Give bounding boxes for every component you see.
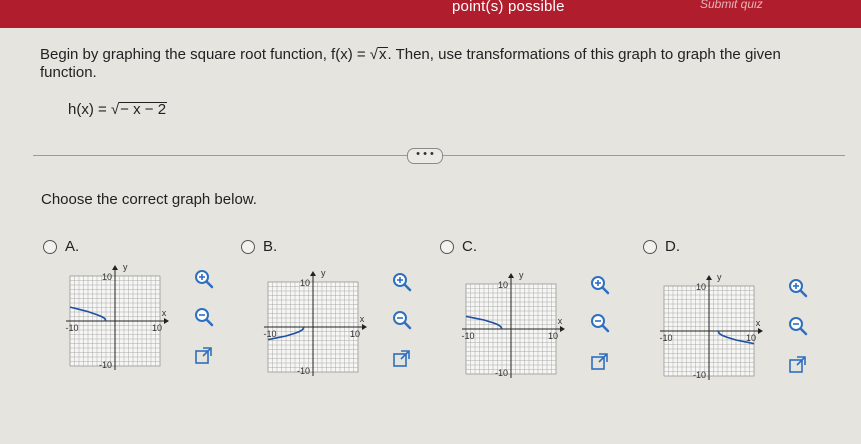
x-left-tick-label: -10 [461,331,475,341]
graph-option-c[interactable] [454,264,572,382]
zoom-out-icon[interactable] [193,306,215,328]
radio-button-c[interactable] [440,240,454,254]
option-c-label: C. [462,238,477,255]
x-right-tick-label: 10 [547,331,559,341]
x-right-tick-label: 10 [745,333,757,343]
y-bottom-tick-label: -10 [98,360,112,370]
graph-option-b[interactable] [256,262,374,380]
y-axis-label: y [717,272,722,282]
function-sqrt-sign: √ [110,101,120,118]
function-radicand: − x − 2 [120,101,167,118]
y-top-tick-label: 10 [695,282,706,292]
expand-more-button[interactable]: • • • [407,148,443,164]
graph-svg[interactable] [652,266,770,384]
graph-svg[interactable] [256,262,374,380]
x-left-tick-label: -10 [65,323,79,333]
instruction-part-2: . Then, use transformations of this graph to graph the given function. [40,46,781,81]
y-axis-label: y [519,270,524,280]
zoom-out-icon[interactable] [391,309,413,331]
y-top-tick-label: 10 [101,272,112,282]
x-left-tick-label: -10 [263,329,277,339]
radio-button-b[interactable] [241,240,255,254]
graph-option-a[interactable] [58,256,176,374]
radio-button-a[interactable] [43,240,57,254]
x-axis-label: x [557,316,563,326]
option-d[interactable] [643,238,680,255]
x-axis-arrow [362,324,367,330]
zoom-out-icon[interactable] [787,315,809,337]
y-bottom-tick-label: -10 [494,368,508,378]
top-banner [0,0,861,28]
y-axis-arrow [112,265,118,270]
y-axis-arrow [508,273,514,278]
zoom-in-icon[interactable] [193,268,215,290]
option-c[interactable] [440,238,477,255]
external-link-icon[interactable] [589,351,611,373]
given-function [68,101,167,118]
x-axis-arrow [758,328,763,334]
radio-button-d[interactable] [643,240,657,254]
x-axis-label: x [161,308,167,318]
y-axis-arrow [706,275,712,280]
y-axis-label: y [321,268,326,278]
option-a[interactable] [43,238,79,255]
graph-svg[interactable] [454,264,572,382]
y-bottom-tick-label: -10 [296,366,310,376]
external-link-icon[interactable] [787,354,809,376]
x-axis-label: x [755,318,761,328]
x-axis-arrow [560,326,565,332]
external-link-icon[interactable] [391,348,413,370]
zoom-in-icon[interactable] [787,277,809,299]
zoom-in-icon[interactable] [391,271,413,293]
y-axis-label: y [123,262,128,272]
zoom-in-icon[interactable] [589,274,611,296]
submit-quiz-link[interactable]: Submit quiz [700,0,763,11]
points-possible-label: point(s) possible [452,0,565,15]
function-prefix: h(x) = [68,101,111,118]
x-right-tick-label: 10 [151,323,163,333]
sqrt-x: x [379,46,387,63]
x-left-tick-label: -10 [659,333,673,343]
instruction-part-1: Begin by graphing the square root function, f(x) = [40,46,370,63]
graph-svg[interactable] [58,256,176,374]
option-a-label: A. [65,238,80,255]
y-bottom-tick-label: -10 [692,370,706,380]
y-top-tick-label: 10 [299,278,310,288]
x-axis-label: x [359,314,365,324]
choose-prompt: Choose the correct graph below. [41,191,257,208]
y-top-tick-label: 10 [497,280,508,290]
y-axis-arrow [310,271,316,276]
option-d-label: D. [665,238,680,255]
instruction-text [40,46,820,82]
option-b-label: B. [263,238,278,255]
x-axis-arrow [164,318,169,324]
x-right-tick-label: 10 [349,329,361,339]
option-b[interactable] [241,238,277,255]
sqrt-sign: √ [369,46,379,63]
graph-option-d[interactable] [652,266,770,384]
zoom-out-icon[interactable] [589,312,611,334]
external-link-icon[interactable] [193,345,215,367]
